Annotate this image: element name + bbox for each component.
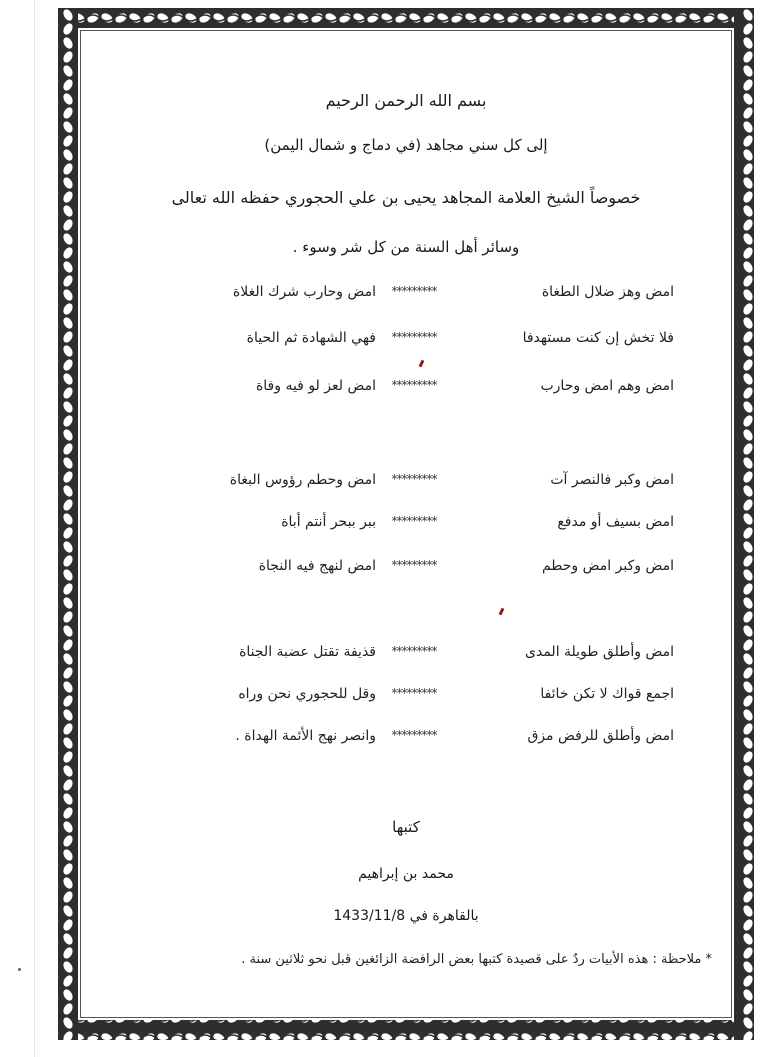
verse-sadr: امض وكبر فالنصر آت xyxy=(550,472,674,488)
verse-ajuz: ببر ببحر أنتم أباة xyxy=(281,514,376,530)
and-rest-line: وسائر أهل السنة من كل شر وسوء . xyxy=(292,238,520,256)
verse-8 xyxy=(98,686,714,710)
verse-3 xyxy=(98,378,714,402)
verse-ajuz: قذيفة تقتل عضبة الجناة xyxy=(239,644,376,660)
scan-edge xyxy=(34,0,35,1057)
verse-7 xyxy=(98,644,714,668)
verse-separator: ********* xyxy=(391,330,437,344)
verse-sadr: امض وأطلق للرفض مزق xyxy=(527,728,674,744)
verse-4 xyxy=(98,472,714,496)
verse-ajuz: وقل للحجوري نحن وراه xyxy=(238,686,376,702)
ink-mark xyxy=(419,360,425,368)
dedication-line: إلى كل سني مجاهد (في دماج و شمال اليمن) xyxy=(264,136,548,154)
verse-sadr: امض بسيف أو مدفع xyxy=(557,514,674,530)
verse-separator: ********* xyxy=(391,514,437,528)
scan-speck xyxy=(18,968,21,971)
verse-6 xyxy=(98,558,714,582)
verse-separator: ********* xyxy=(391,686,437,700)
verse-sadr: امض وهز ضلال الطغاة xyxy=(541,284,674,300)
ink-mark xyxy=(499,608,505,616)
verse-sadr: امض وكبر امض وحطم xyxy=(541,558,674,574)
verse-1 xyxy=(98,284,714,308)
verse-sadr: امض وأطلق طويلة المدى xyxy=(525,644,674,660)
verse-5 xyxy=(98,514,714,538)
footnote: * ملاحظة : هذه الأبيات ردٌ على قصيدة كتبها بعض الرافضة الزائغين قبل نحو ثلاثين سنة . xyxy=(241,952,712,967)
signature-wrote-it: كتبها xyxy=(392,818,420,836)
verse-ajuz: فهي الشهادة ثم الحياة xyxy=(246,330,376,346)
verse-2 xyxy=(98,330,714,354)
verse-sadr: فلا تخش إن كنت مستهدفا xyxy=(522,330,674,346)
verse-separator: ********* xyxy=(391,644,437,658)
decorative-border xyxy=(58,8,754,1040)
verse-ajuz: امض وحطم رؤوس البغاة xyxy=(229,472,376,488)
basmala: بسم الله الرحمن الرحيم xyxy=(325,91,487,110)
verse-sadr: اجمع قواك لا تكن خائفا xyxy=(540,686,674,702)
verse-9 xyxy=(98,728,714,752)
especially-line: خصوصاً الشيخ العلامة المجاهد يحيى بن علي الحجوري حفظه الله تعالى xyxy=(171,188,641,207)
verse-separator: ********* xyxy=(391,378,437,392)
verse-separator: ********* xyxy=(391,284,437,298)
author-name: محمد بن إبراهيم xyxy=(358,866,454,882)
page-content xyxy=(98,48,714,1000)
verse-sadr: امض وهم امض وحارب xyxy=(540,378,674,394)
place-and-date: بالقاهرة في 1433/11/8 xyxy=(333,908,479,924)
verse-separator: ********* xyxy=(391,558,437,572)
verse-ajuz: وانصر نهج الأئمة الهداة . xyxy=(235,728,376,744)
verse-separator: ********* xyxy=(391,472,437,486)
verse-separator: ********* xyxy=(391,728,437,742)
verse-ajuz: امض وحارب شرك الغلاة xyxy=(232,284,376,300)
verse-ajuz: امض لنهج فيه النجاة xyxy=(258,558,376,574)
verse-ajuz: امض لعز لو فيه وفاة xyxy=(255,378,376,394)
